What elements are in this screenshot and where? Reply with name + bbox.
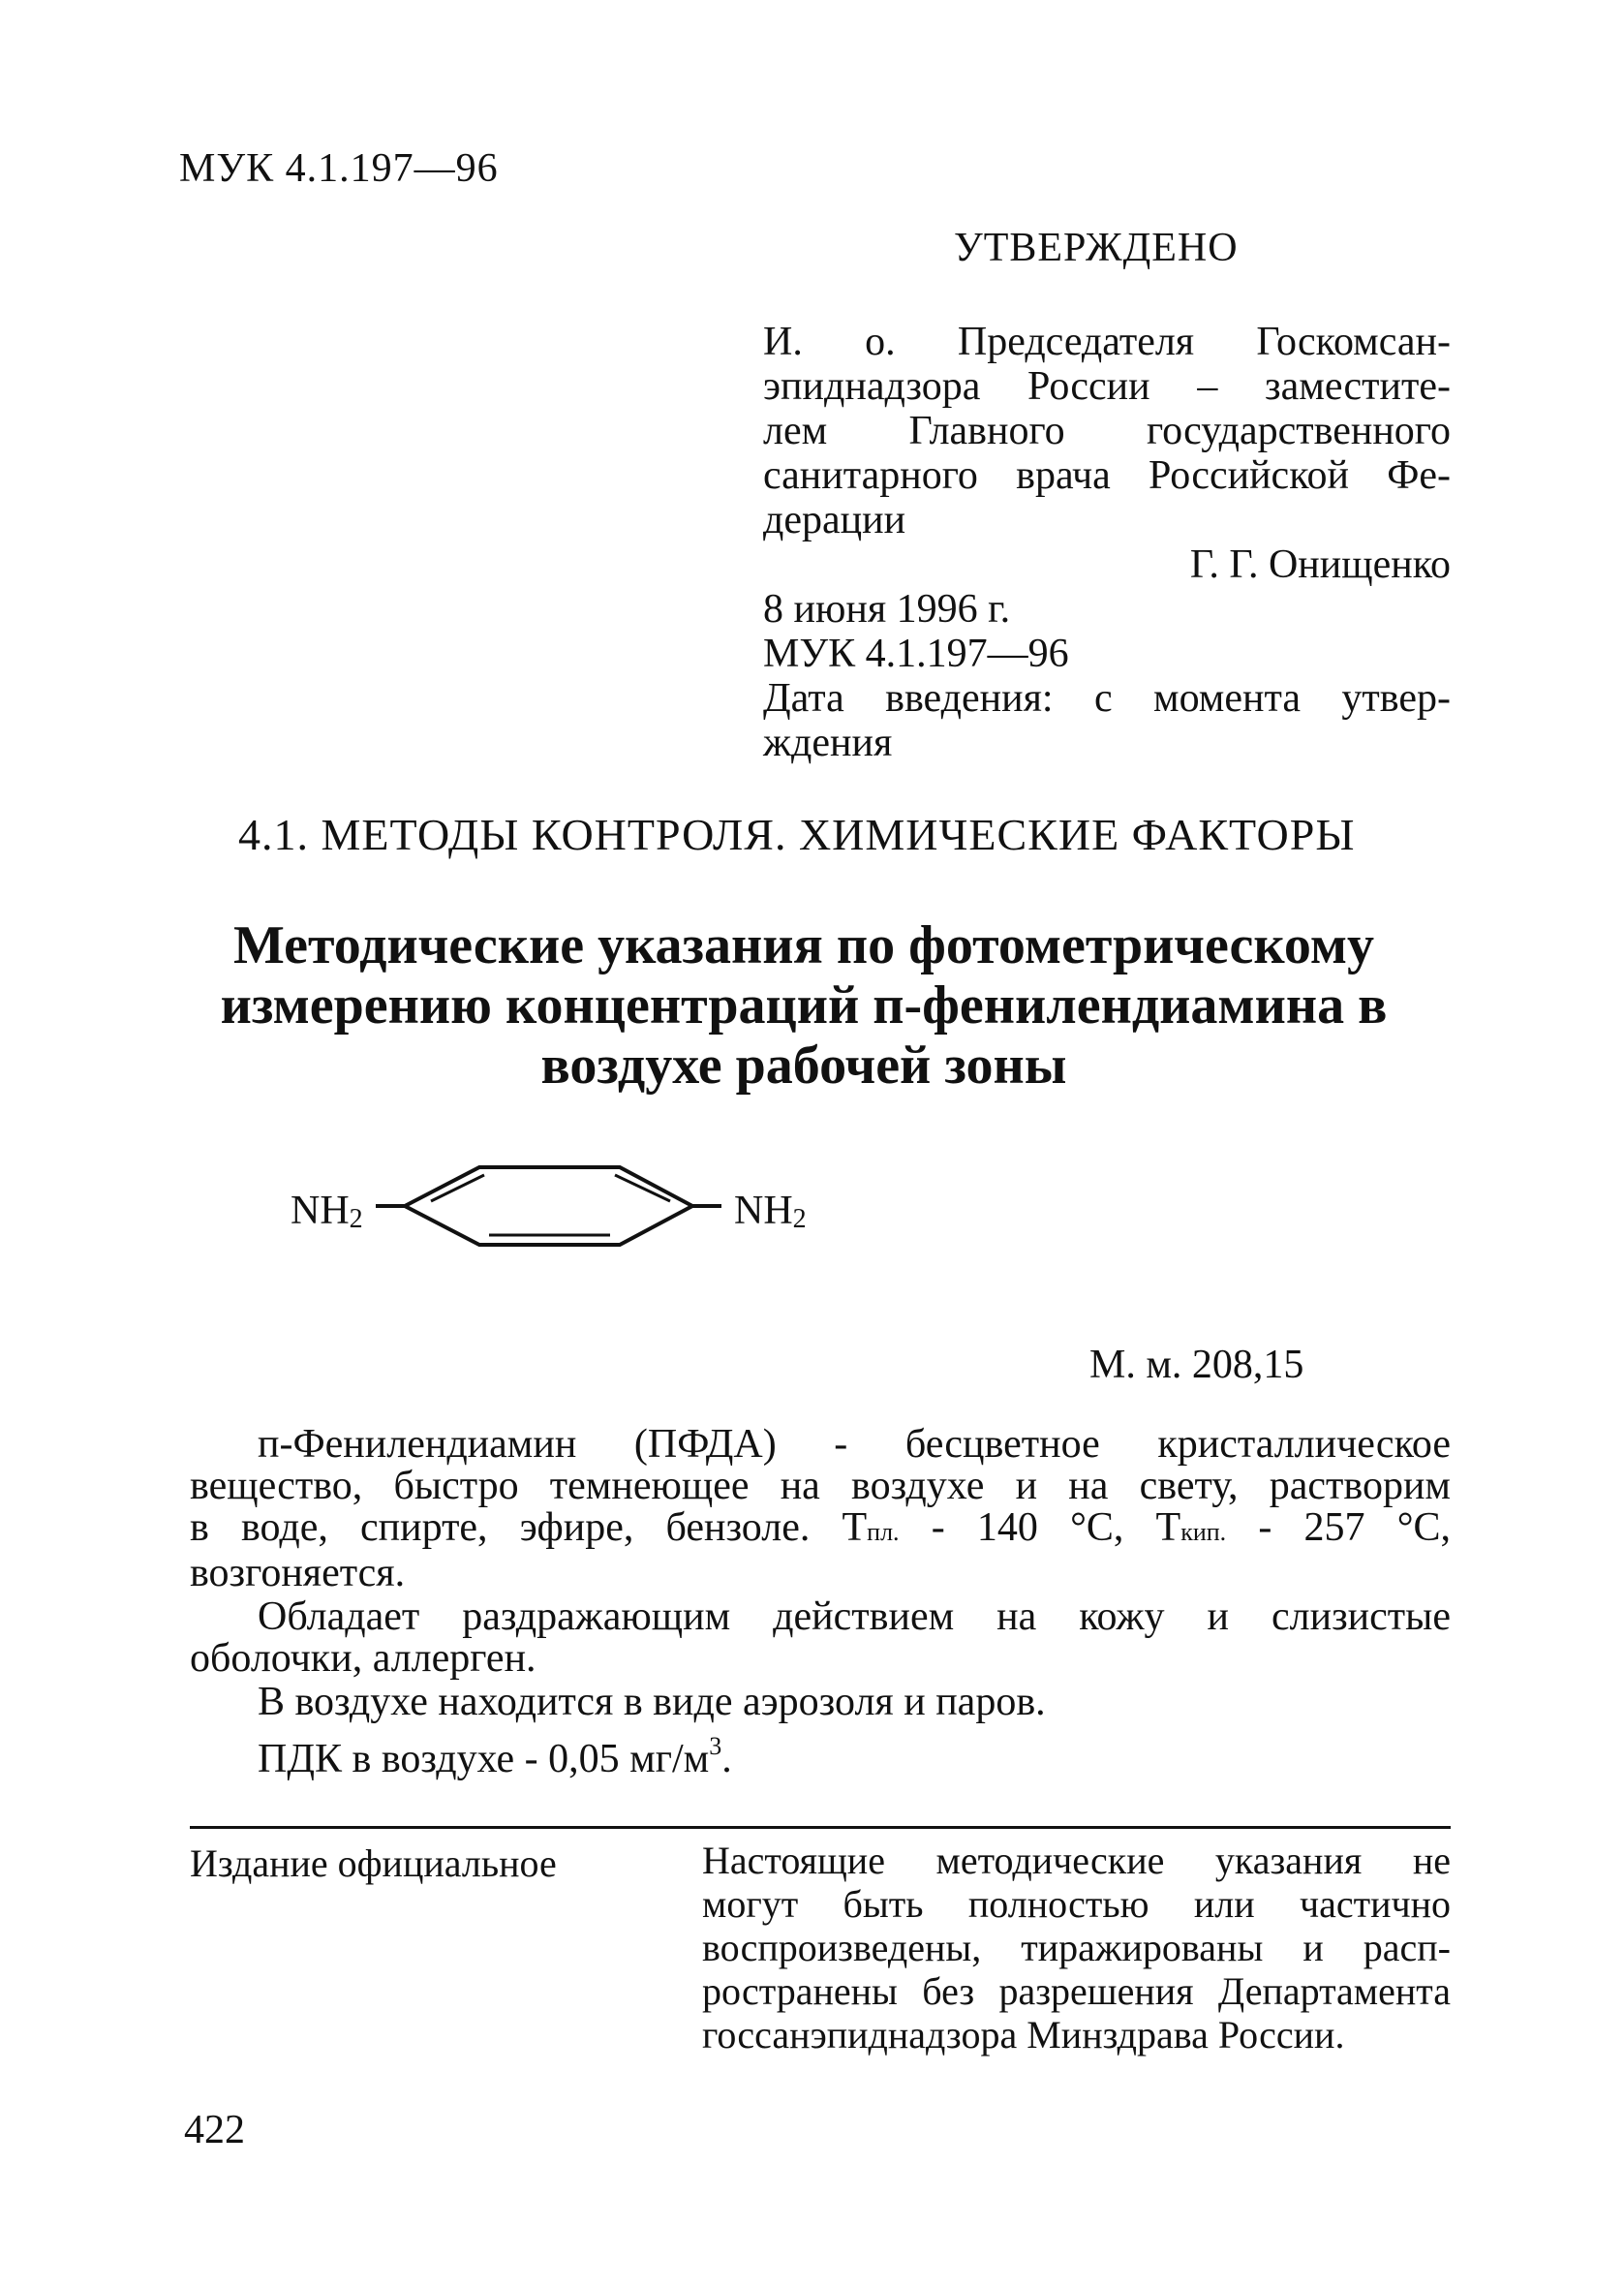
notice-line: госсанэпиднадзора Минздрава России. <box>702 2013 1345 2057</box>
approved-heading: УТВЕРЖДЕНО <box>954 226 1239 270</box>
notice-line: могут быть полностью или частично <box>702 1882 1451 1926</box>
title-line: измерению концентраций п-фенилендиамина в <box>220 975 1388 1036</box>
approval-line: лем Главного государственного <box>763 409 1451 453</box>
text-line: п-Фенилендиамин (ПФДА) - бесцветное кристаллическое <box>258 1422 1451 1467</box>
molar-mass: М. м. 208,15 <box>1089 1343 1304 1387</box>
notice-line: воспроизведены, тиражированы и расп- <box>702 1926 1451 1969</box>
body-text <box>190 1424 1451 1782</box>
notice-line: Настоящие методические указания не <box>702 1839 1451 1882</box>
structural-formula <box>291 1148 833 1254</box>
paragraph-state: В воздухе находится в виде аэрозоля и паров. <box>258 1680 1046 1724</box>
approval-line: эпиднадзора России – заместите- <box>763 364 1451 409</box>
notice-line: ространены без разрешения Департамента <box>702 1969 1451 2013</box>
text-line: вещество, быстро темнеющее на воздухе и на свету, растворим <box>190 1464 1451 1508</box>
approval-doc-code: МУК 4.1.197—96 <box>763 632 1069 676</box>
introduction-date-line: Дата введения: с момента утвер- <box>763 676 1451 721</box>
page-number: 422 <box>184 2108 245 2152</box>
text-line: в воде, спирте, эфире, бензоле. Тпл. - 140 °С, Ткип. - 257 °С, <box>190 1505 1452 1550</box>
document-title <box>165 915 1443 1096</box>
left-amino-group: NH2 <box>291 1189 363 1234</box>
approval-line: дерации <box>763 498 906 542</box>
section-heading: 4.1. МЕТОДЫ КОНТРОЛЯ. ХИМИЧЕСКИЕ ФАКТОРЫ <box>238 810 1356 859</box>
paragraph-properties <box>190 1424 1451 1594</box>
boiling-point-subscript: кип. <box>1180 1518 1227 1546</box>
introduction-date-line: ждения <box>763 721 893 765</box>
approval-line: И. о. Председателя Госкомсан- <box>763 320 1451 364</box>
approval-line: санитарного врача Российской Фе- <box>763 453 1451 498</box>
text-line: Обладает раздражающим действием на кожу и слизистые <box>258 1594 1451 1639</box>
paragraph-hazard <box>190 1596 1451 1680</box>
title-line: Методические указания по фотометрическому <box>233 915 1374 975</box>
title-line: воздухе рабочей зоны <box>540 1036 1067 1096</box>
cubic-superscript: 3 <box>709 1732 722 1760</box>
benzene-ring <box>405 1167 692 1245</box>
text-line: возгоняется. <box>190 1551 406 1595</box>
approval-block <box>763 320 1451 765</box>
signatory-name: Г. Г. Онищенко <box>1189 542 1451 587</box>
text-line: оболочки, аллерген. <box>190 1636 536 1681</box>
paragraph-mac: ПДК в воздухе - 0,05 $мг/м^3$. <box>258 1732 732 1781</box>
document-code: МУК 4.1.197—96 <box>179 146 499 191</box>
official-edition-label: Издание официальное <box>190 1841 557 1885</box>
footer-divider <box>190 1826 1451 1829</box>
melting-point-subscript: пл. <box>867 1518 900 1546</box>
copyright-notice <box>702 1839 1451 2057</box>
approval-date: 8 июня 1996 г. <box>763 587 1011 632</box>
right-amino-group: NH2 <box>734 1189 807 1234</box>
